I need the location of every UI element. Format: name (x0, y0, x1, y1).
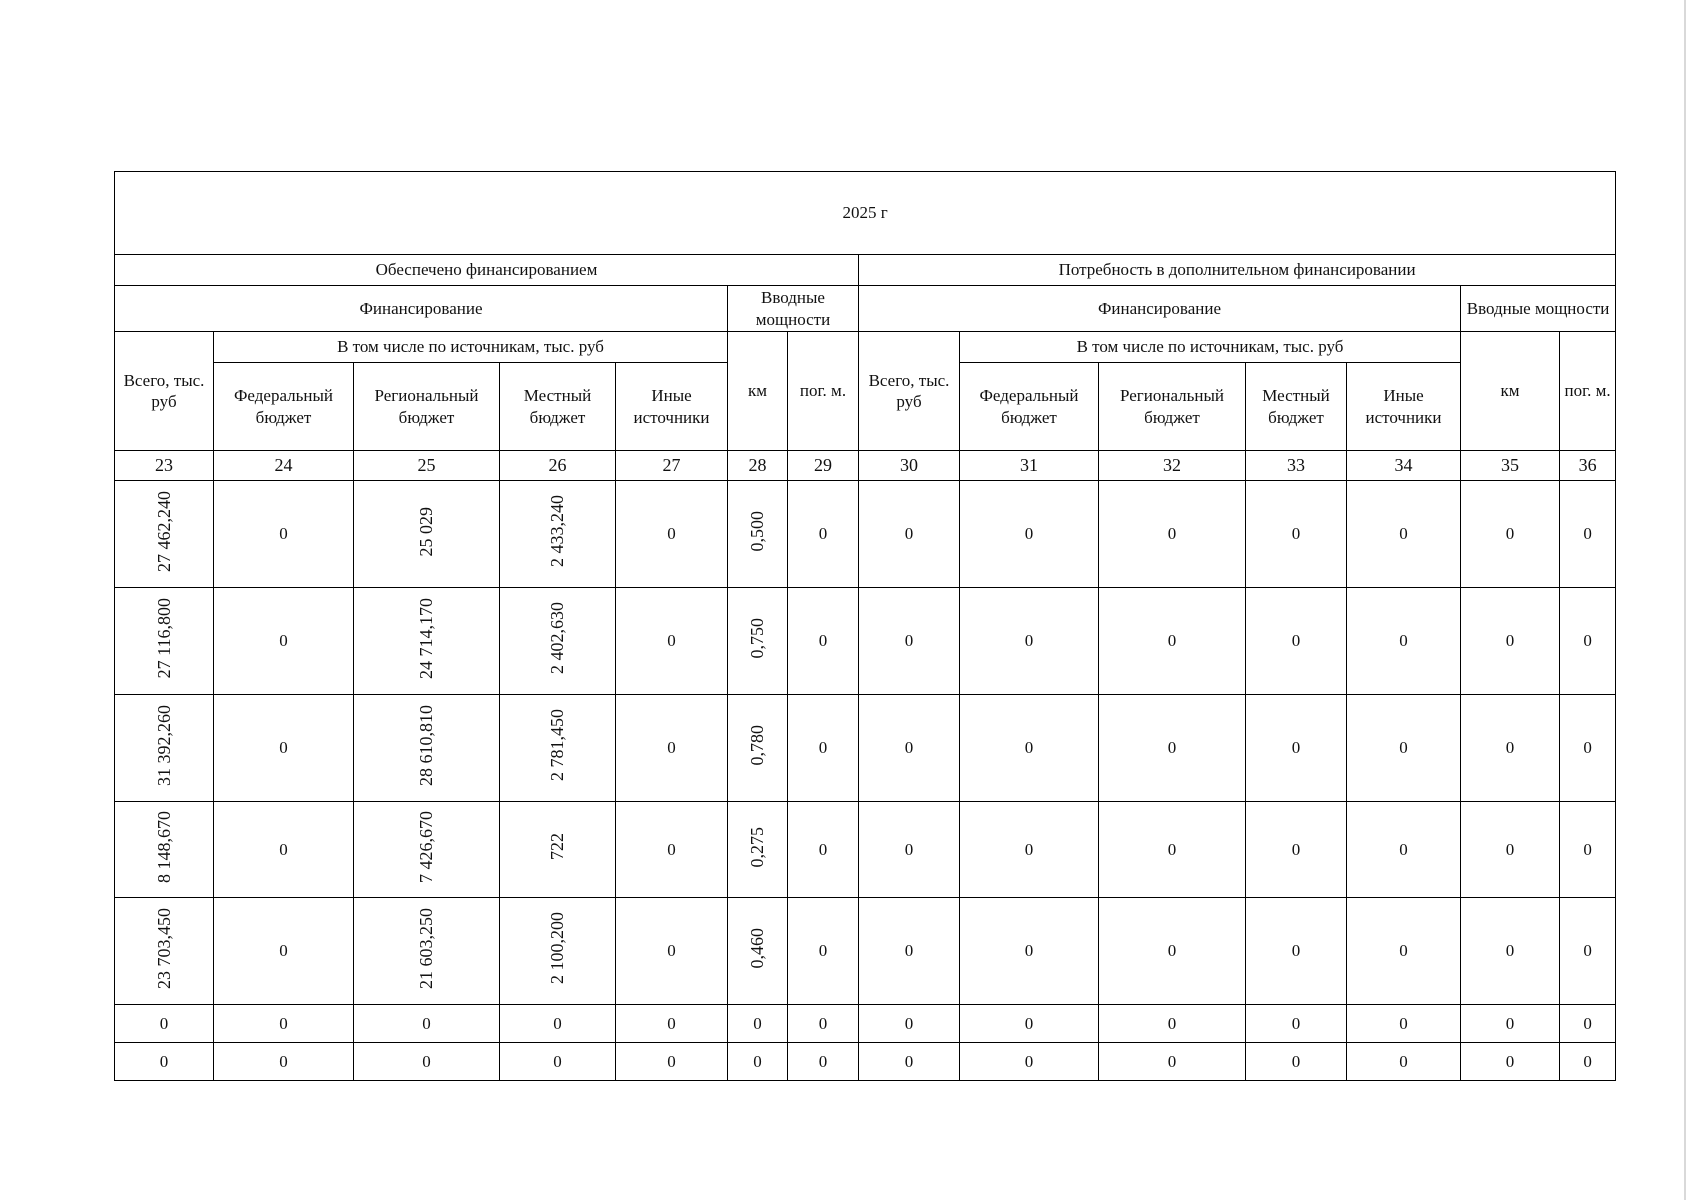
table-cell: 0 (859, 1043, 960, 1081)
table-cell: 0 (859, 481, 960, 588)
table-cell: 0 (960, 1043, 1099, 1081)
column-number: 30 (859, 451, 960, 481)
table-cell: 0 (788, 898, 859, 1005)
table-row (115, 695, 1616, 802)
table-cell: 2 781,450 (500, 695, 616, 802)
column-number: 33 (1246, 451, 1347, 481)
sources-header-left: В том числе по источникам, тыс. руб (214, 332, 728, 363)
capacity-header-right: Вводные мощности (1461, 286, 1616, 332)
table-cell: 0 (788, 588, 859, 695)
table-cell: 0 (115, 1043, 214, 1081)
column-number: 35 (1461, 451, 1560, 481)
column-number: 36 (1560, 451, 1616, 481)
table-row (115, 898, 1616, 1005)
table-cell: 0 (354, 1043, 500, 1081)
total-header-left: Всего, тыс. руб (115, 332, 214, 451)
table-cell: 0 (354, 1005, 500, 1043)
table-cell: 7 426,670 (354, 802, 500, 898)
source-regional-right: Региональный бюджет (1099, 363, 1246, 451)
table-cell: 0 (960, 481, 1099, 588)
source-other-left: Иные источники (616, 363, 728, 451)
table-cell: 0 (214, 898, 354, 1005)
table-cell: 0 (788, 481, 859, 588)
table-cell: 0 (1560, 695, 1616, 802)
table-cell: 0 (1560, 1043, 1616, 1081)
sources-header-right: В том числе по источникам, тыс. руб (960, 332, 1461, 363)
table-cell: 0 (1246, 1005, 1347, 1043)
table-cell: 0 (1099, 802, 1246, 898)
table-cell: 0 (1099, 481, 1246, 588)
table-cell: 0 (859, 588, 960, 695)
table-cell: 0 (1347, 898, 1461, 1005)
table-cell: 0 (1347, 695, 1461, 802)
table-cell: 0 (500, 1005, 616, 1043)
capacity-header-left: Вводные мощности (728, 286, 859, 332)
table-cell: 0 (214, 1043, 354, 1081)
table-cell: 0 (788, 802, 859, 898)
column-number: 27 (616, 451, 728, 481)
table-cell: 0 (859, 1005, 960, 1043)
section-additional-need: Потребность в дополнительном финансировании (859, 255, 1616, 286)
table-title: 2025 г (115, 172, 1616, 255)
table-cell: 0 (1246, 898, 1347, 1005)
table-cell: 27 462,240 (115, 481, 214, 588)
table-cell: 0 (1461, 1043, 1560, 1081)
table-cell: 0 (859, 802, 960, 898)
table-cell: 0 (960, 588, 1099, 695)
table-cell: 0 (1461, 588, 1560, 695)
table-cell: 0 (1347, 588, 1461, 695)
table-cell: 0 (1461, 898, 1560, 1005)
km-header-right: км (1461, 332, 1560, 451)
table-cell: 0 (115, 1005, 214, 1043)
table-row (115, 588, 1616, 695)
table-cell: 0 (1560, 802, 1616, 898)
column-number: 26 (500, 451, 616, 481)
financing-table (114, 171, 1616, 1081)
table-cell: 0 (1347, 802, 1461, 898)
table-cell: 0 (1461, 481, 1560, 588)
table-cell: 0 (1099, 588, 1246, 695)
table-cell: 2 402,630 (500, 588, 616, 695)
table-cell: 21 603,250 (354, 898, 500, 1005)
source-local-right: Местный бюджет (1246, 363, 1347, 451)
source-federal-left: Федеральный бюджет (214, 363, 354, 451)
km-header-left: км (728, 332, 788, 451)
table-cell: 0,500 (728, 481, 788, 588)
table-row (115, 1005, 1616, 1043)
table-cell: 0 (960, 1005, 1099, 1043)
table-cell: 0 (1347, 1005, 1461, 1043)
table-cell: 0 (616, 1005, 728, 1043)
table-cell: 0,780 (728, 695, 788, 802)
table-cell: 0 (1099, 1005, 1246, 1043)
table-cell: 0 (1560, 1005, 1616, 1043)
column-number: 32 (1099, 451, 1246, 481)
source-other-right: Иные источники (1347, 363, 1461, 451)
column-number: 25 (354, 451, 500, 481)
table-cell: 0 (1246, 588, 1347, 695)
financing-header-right: Финансирование (859, 286, 1461, 332)
table-cell: 2 100,200 (500, 898, 616, 1005)
table-cell: 0,275 (728, 802, 788, 898)
table-cell: 27 116,800 (115, 588, 214, 695)
table-cell: 0 (788, 1005, 859, 1043)
financing-header-left: Финансирование (115, 286, 728, 332)
pog-header-right: пог. м. (1560, 332, 1616, 451)
table-cell: 0 (214, 1005, 354, 1043)
table-cell: 0 (616, 802, 728, 898)
source-regional-left: Региональный бюджет (354, 363, 500, 451)
table-cell: 0 (214, 481, 354, 588)
table-row (115, 481, 1616, 588)
table-cell: 0 (1461, 1005, 1560, 1043)
table-cell: 25 029 (354, 481, 500, 588)
table-cell: 0 (1461, 695, 1560, 802)
table-cell: 8 148,670 (115, 802, 214, 898)
table-cell: 0 (728, 1043, 788, 1081)
table-cell: 0 (960, 802, 1099, 898)
table-cell: 0 (1560, 898, 1616, 1005)
table-cell: 0 (1560, 481, 1616, 588)
table-cell: 2 433,240 (500, 481, 616, 588)
table-cell: 0 (960, 898, 1099, 1005)
column-number: 29 (788, 451, 859, 481)
table-cell: 0 (728, 1005, 788, 1043)
column-number: 24 (214, 451, 354, 481)
source-federal-right: Федеральный бюджет (960, 363, 1099, 451)
total-header-right: Всего, тыс. руб (859, 332, 960, 451)
column-number-row (115, 451, 1616, 481)
column-number: 23 (115, 451, 214, 481)
table-cell: 0 (788, 695, 859, 802)
table-cell: 0 (1099, 1043, 1246, 1081)
table-cell: 0 (214, 802, 354, 898)
table-cell: 0 (859, 898, 960, 1005)
table-cell: 0 (616, 695, 728, 802)
table-cell: 0 (616, 481, 728, 588)
source-local-left: Местный бюджет (500, 363, 616, 451)
table-row (115, 802, 1616, 898)
table-row (115, 1043, 1616, 1081)
table-cell: 0 (1347, 1043, 1461, 1081)
column-number: 31 (960, 451, 1099, 481)
pog-header-left: пог. м. (788, 332, 859, 451)
column-number: 28 (728, 451, 788, 481)
table-cell: 0 (616, 1043, 728, 1081)
table-cell: 0 (1347, 481, 1461, 588)
table-cell: 0 (1246, 1043, 1347, 1081)
table-cell: 23 703,450 (115, 898, 214, 1005)
page-edge (1684, 0, 1686, 1200)
table-cell: 0 (1246, 481, 1347, 588)
table-cell: 0 (1099, 898, 1246, 1005)
table-cell: 0 (1461, 802, 1560, 898)
table-cell: 0 (616, 898, 728, 1005)
table-cell: 0,750 (728, 588, 788, 695)
table-cell: 0 (1560, 588, 1616, 695)
table-cell: 0,460 (728, 898, 788, 1005)
table-cell: 0 (500, 1043, 616, 1081)
column-number: 34 (1347, 451, 1461, 481)
table-cell: 0 (214, 695, 354, 802)
table-cell: 722 (500, 802, 616, 898)
table-cell: 0 (788, 1043, 859, 1081)
table-cell: 0 (859, 695, 960, 802)
table-cell: 0 (960, 695, 1099, 802)
table-cell: 0 (1246, 802, 1347, 898)
table-cell: 0 (616, 588, 728, 695)
table-cell: 0 (1099, 695, 1246, 802)
table-cell: 24 714,170 (354, 588, 500, 695)
section-funded: Обеспечено финансированием (115, 255, 859, 286)
table-cell: 0 (214, 588, 354, 695)
table-cell: 28 610,810 (354, 695, 500, 802)
table-cell: 31 392,260 (115, 695, 214, 802)
table-cell: 0 (1246, 695, 1347, 802)
